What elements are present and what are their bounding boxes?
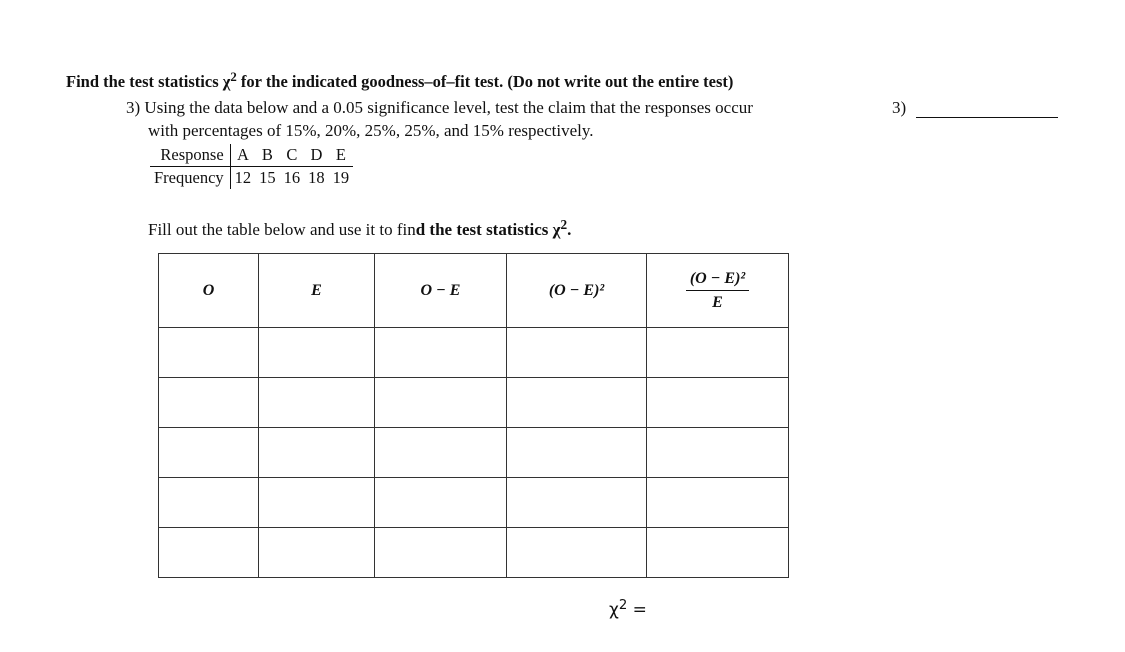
blank-cell[interactable] <box>159 428 259 478</box>
chi-square-worksheet-table <box>158 253 789 578</box>
response-cell: C <box>280 144 305 167</box>
blank-cell[interactable] <box>259 528 375 578</box>
blank-cell[interactable] <box>507 428 647 478</box>
blank-cell[interactable] <box>159 528 259 578</box>
blank-cell[interactable] <box>375 428 507 478</box>
table-row <box>159 328 789 378</box>
blank-cell[interactable] <box>375 528 507 578</box>
problem-text-line-2: with percentages of 15%, 20%, 25%, 25%, and 15% respectively. <box>148 121 594 140</box>
blank-cell[interactable] <box>507 328 647 378</box>
response-cell: E <box>329 144 354 167</box>
blank-cell[interactable] <box>259 378 375 428</box>
frequency-cell: 18 <box>308 168 325 187</box>
blank-cell[interactable] <box>647 478 789 528</box>
table-row <box>159 428 789 478</box>
frequency-label: Frequency <box>150 167 230 190</box>
frequency-cell: 15 <box>259 168 276 187</box>
blank-cell[interactable] <box>507 378 647 428</box>
frequency-row <box>150 167 353 190</box>
problem-text-line-1: 3) Using the data below and a 0.05 significance level, test the claim that the responses occur <box>126 98 753 117</box>
table-row <box>159 478 789 528</box>
answer-blank-line[interactable] <box>916 117 1058 118</box>
answer-label: 3) <box>892 98 907 117</box>
blank-cell[interactable] <box>375 328 507 378</box>
blank-cell[interactable] <box>647 428 789 478</box>
header-row <box>159 254 789 328</box>
header-difference: O − E <box>375 254 507 328</box>
blank-cell[interactable] <box>647 378 789 428</box>
blank-cell[interactable] <box>375 378 507 428</box>
table-row <box>159 378 789 428</box>
fraction-numerator: (O − E)² <box>686 270 749 291</box>
frequency-cell: 12 <box>234 168 252 187</box>
header-expected: E <box>259 254 375 328</box>
header-contribution <box>647 254 789 328</box>
blank-cell[interactable] <box>647 328 789 378</box>
response-row <box>150 144 353 167</box>
blank-cell[interactable] <box>159 328 259 378</box>
blank-cell[interactable] <box>159 478 259 528</box>
chi-square-result: $\chi^2$ = <box>609 598 647 620</box>
response-cell: A <box>230 144 255 167</box>
header-observed: O <box>159 254 259 328</box>
response-cell: D <box>304 144 329 167</box>
frequency-cell: 19 <box>332 168 350 187</box>
response-cell: B <box>255 144 280 167</box>
blank-cell[interactable] <box>507 478 647 528</box>
blank-cell[interactable] <box>159 378 259 428</box>
blank-cell[interactable] <box>507 528 647 578</box>
blank-cell[interactable] <box>647 528 789 578</box>
fraction-denominator: E <box>712 293 723 311</box>
table-row <box>159 528 789 578</box>
blank-cell[interactable] <box>375 478 507 528</box>
instructions-heading: Find the test statistics $\chi^2$ for the indicated goodness–of–fit test. (Do not write out the entire test) <box>66 70 734 91</box>
frequency-cell: 16 <box>283 168 301 187</box>
frequency-data-table <box>150 144 353 189</box>
header-squared-difference: (O − E)² <box>507 254 647 328</box>
blank-cell[interactable] <box>259 328 375 378</box>
response-label: Response <box>150 144 230 167</box>
table-instruction: Fill out the table below and use it to find the test statistics $\chi^2$. <box>148 217 572 239</box>
fraction <box>686 270 749 312</box>
blank-cell[interactable] <box>259 478 375 528</box>
blank-cell[interactable] <box>259 428 375 478</box>
